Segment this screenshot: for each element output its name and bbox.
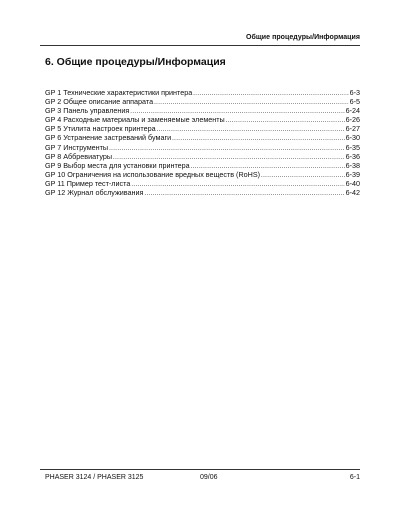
toc-entry[interactable]: [45, 88, 360, 97]
toc-entry[interactable]: [45, 97, 360, 106]
toc-entry-page: 6-36: [345, 151, 360, 161]
toc-entry-label: GP 3 Панель управления: [45, 106, 130, 116]
toc-entry-label: GP 2 Общее описание аппарата: [45, 97, 154, 107]
toc-entry-page: 6-30: [345, 133, 360, 143]
toc-entry-label: GP 4 Расходные материалы и заменяемые элементы: [45, 115, 225, 125]
toc-entry-page: 6-42: [345, 188, 360, 198]
table-of-contents: [45, 88, 360, 197]
toc-entry-label: GP 5 Утилита настроек принтера: [45, 124, 156, 134]
toc-entry-label: GP 11 Пример тест-листа: [45, 178, 131, 188]
footer-page-number: 6-1: [349, 474, 360, 481]
toc-entry-page: 6-5: [349, 97, 360, 107]
toc-entry[interactable]: [45, 152, 360, 161]
toc-entry[interactable]: [45, 133, 360, 142]
toc-entry-page: 6-40: [345, 178, 360, 188]
toc-entry-label: GP 10 Ограничения на использование вредных веществ (RoHS): [45, 169, 261, 179]
toc-entry-label: GP 6 Устранение застреваний бумаги: [45, 133, 172, 143]
toc-entry-page: 6-3: [349, 88, 360, 97]
toc-entry-page: 6-38: [345, 160, 360, 170]
toc-entry-page: 6-27: [345, 124, 360, 134]
toc-entry[interactable]: [45, 179, 360, 188]
toc-entry[interactable]: [45, 106, 360, 115]
toc-entry[interactable]: [45, 143, 360, 152]
footer-model: PHASER 3124 / PHASER 3125: [45, 474, 144, 481]
header-divider: [40, 45, 360, 46]
toc-entry-page: 6-26: [345, 115, 360, 125]
toc-entry-page: 6-24: [345, 106, 360, 116]
toc-entry[interactable]: [45, 188, 360, 197]
toc-leader-dots: [144, 188, 344, 199]
toc-entry-label: GP 7 Инструменты: [45, 142, 109, 152]
footer-date: 09/06: [200, 474, 218, 481]
toc-entry-page: 6-39: [345, 169, 360, 179]
toc-entry-label: GP 1 Технические характеристики принтера: [45, 88, 193, 97]
toc-entry-label: GP 9 Выбор места для установки принтера: [45, 160, 190, 170]
chapter-title: 6. Общие процедуры/Информация: [45, 56, 226, 68]
toc-entry-label: GP 8 Аббревиатуры: [45, 151, 112, 161]
toc-entry-label: GP 12 Журнал обслуживания: [45, 188, 144, 198]
toc-entry[interactable]: [45, 161, 360, 170]
running-header: Общие процедуры/Информация: [245, 34, 360, 41]
footer-divider: [40, 469, 360, 470]
toc-entry[interactable]: [45, 124, 360, 133]
toc-entry-page: 6-35: [345, 142, 360, 152]
